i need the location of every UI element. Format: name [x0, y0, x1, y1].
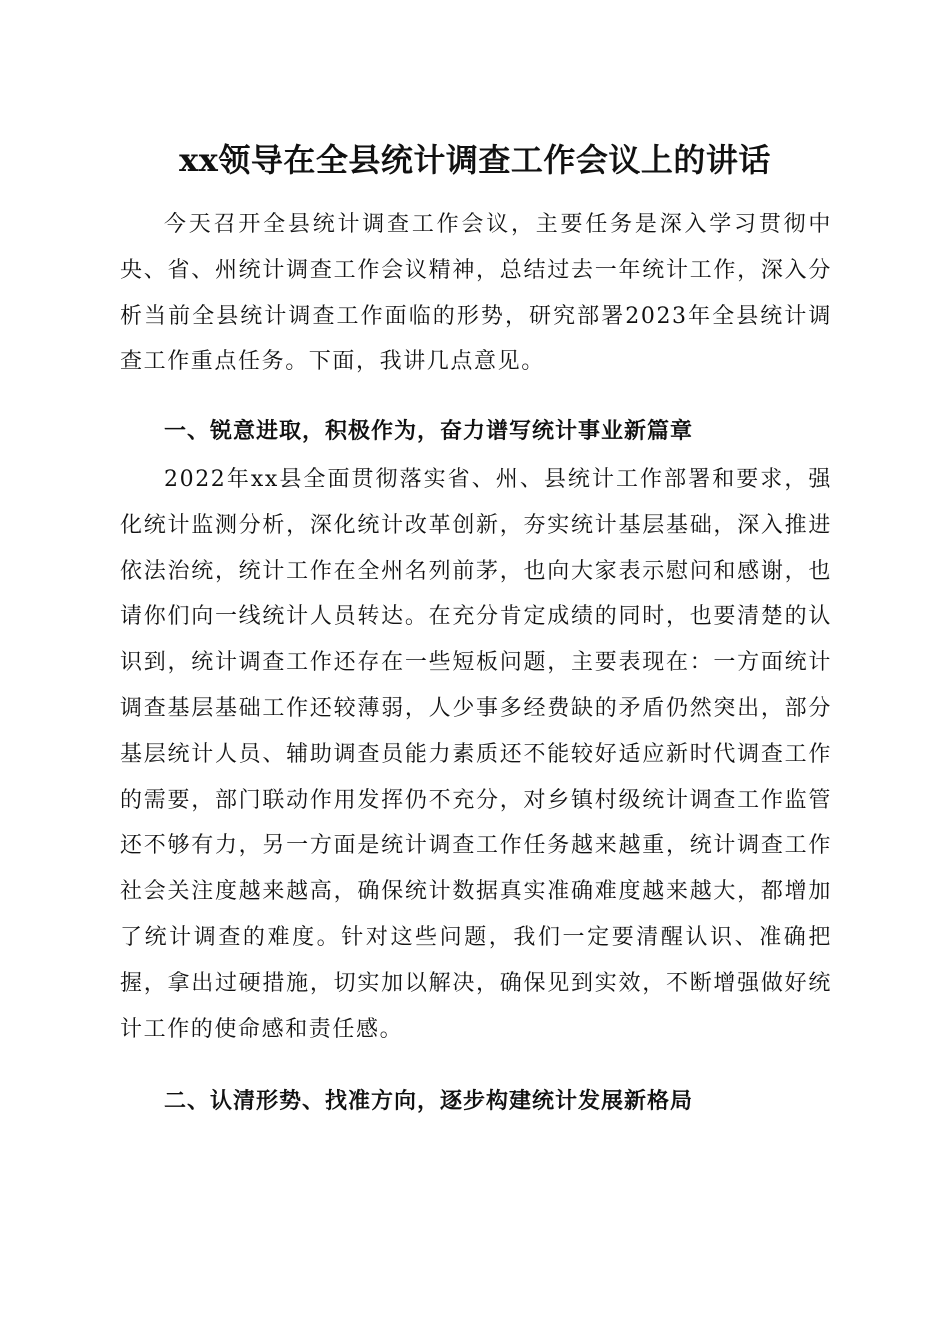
section1-body-paragraph: 2022年xx县全面贯彻落实省、州、县统计工作部署和要求，强化统计监测分析，深化统计改革创新，夯实统计基层基础，深入推进依法治统，统计工作在全州名列前茅，也向大家表示慰问和感谢，也请你们向一线统计人员转达。在充分肯定成绩的同时，也要清楚的认识到，统计调查工作还存在一些短板问题，主要表现在：一方面统计调查基层基础工作还较薄弱，人少事多经费缺的矛盾仍然突出，部分基层统计人员、辅助调查员能力素质还不能较好适应新时代调查工作的需要，部门联动作用发挥仍不充分，对乡镇村级统计调查工作监管还不够有力，另一方面是统计调查工作任务越来越重，统计调查工作社会关注度越来越高，确保统计数据真实准确难度越来越大，都增加了统计调查的难度。针对这些问题，我们一定要清醒认识、准确把握，拿出过硬措施，切实加以解决，确保见到实效，不断增强做好统计工作的使命感和责任感。: [120, 467, 832, 1042]
section-heading-2: 二、认清形势、找准方向，逐步构建统计发展新格局: [164, 1089, 694, 1114]
section-heading-1: 一、锐意进取，积极作为，奋力谱写统计事业新篇章: [164, 419, 694, 444]
document-title: xx领导在全县统计调查工作会议上的讲话: [179, 141, 771, 179]
intro-paragraph: 今天召开全县统计调查工作会议，主要任务是深入学习贯彻中央、省、州统计调查工作会议精神，总结过去一年统计工作，深入分析当前全县统计调查工作面临的形势，研究部署2023年全县统计调查工作重点任务。下面，我讲几点意见。: [120, 212, 832, 375]
